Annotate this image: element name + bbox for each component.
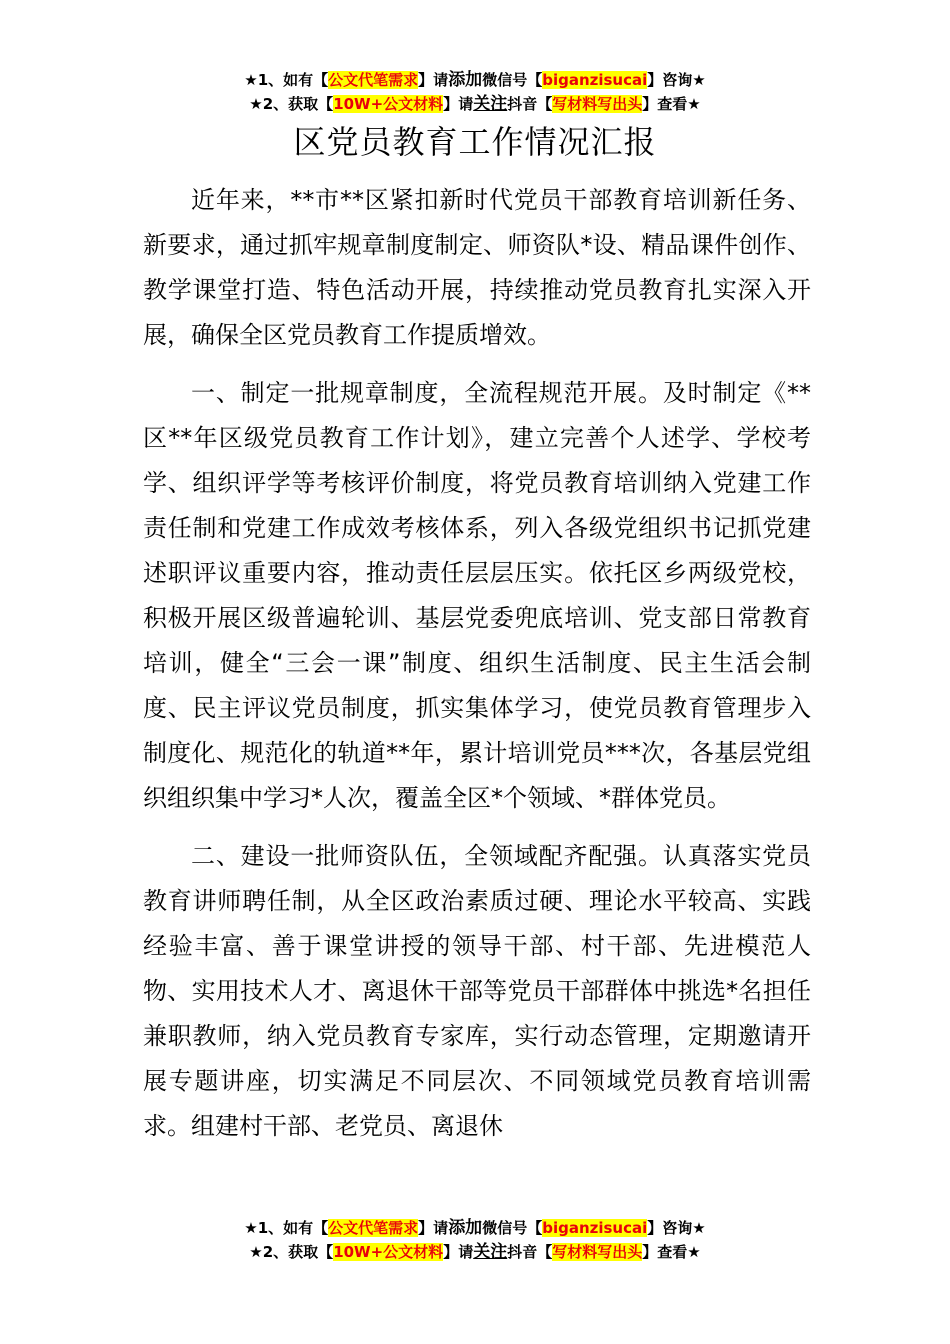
document-body — [143, 178, 811, 1162]
highlight-materials: 10W+公文材料 — [333, 1243, 444, 1261]
bottom-promo-banner — [0, 1216, 950, 1264]
highlight-wechat-id: biganzisucai — [542, 1219, 648, 1237]
paragraph-section-2: 二、建设一批师资队伍，全领域配齐配强。认真落实党员教育讲师聘任制，从全区政治素质过硬、理论水平较高、实践经验丰富、善于课堂讲授的领导干部、村干部、先进模范人物、实用技术人才、离退休干部等党员干部群体中挑选*名担任兼职教师，纳入党员教育专家库，实行动态管理，定期邀请开展专题讲座，切实满足不同层次、不同领域党员教育培训需求。组建村干部、老党员、离退休 — [143, 842, 811, 1140]
promo-line-2: ★2、获取【10W+公文材料】请关注抖音【写材料写出头】查看★ — [249, 94, 701, 114]
highlight-douyin-account: 写材料写出头 — [552, 95, 643, 113]
highlight-ghostwriting: 公文代笔需求 — [328, 1219, 419, 1237]
promo-line-1: ★1、如有【公文代笔需求】请添加微信号【biganzisucai】咨询★ — [244, 1218, 706, 1238]
highlight-ghostwriting: 公文代笔需求 — [328, 71, 419, 89]
highlight-wechat-id: biganzisucai — [542, 71, 648, 89]
highlight-materials: 10W+公文材料 — [333, 95, 444, 113]
paragraph-section-1: 一、制定一批规章制度，全流程规范开展。及时制定《**区**年区级党员教育工作计划》，建立完善个人述学、学校考学、组织评学等考核评价制度，将党员教育培训纳入党建工作责任制和党建工作成效考核体系，列入各级党组织书记抓党建述职评议重要内容，推动责任层层压实。依托区乡两级党校，积极开展区级普遍轮训、基层党委兜底培训、党支部日常教育培训，健全“三会一课”制度、组织生活制度、民主生活会制度、民主评议党员制度，抓实集体学习，使党员教育管理步入制度化、规范化的轨道**年，累计培训党员***次，各基层党组织组织集中学习*人次，覆盖全区*个领域、*群体党员。 — [143, 379, 811, 812]
promo-line-2: ★2、获取【10W+公文材料】请关注抖音【写材料写出头】查看★ — [249, 1242, 701, 1262]
promo-line-1: ★1、如有【公文代笔需求】请添加微信号【biganzisucai】咨询★ — [244, 70, 706, 90]
document-title: 区党员教育工作情况汇报 — [293, 123, 657, 161]
top-promo-banner — [0, 68, 950, 116]
highlight-douyin-account: 写材料写出头 — [552, 1243, 643, 1261]
paragraph-intro: 近年来，**市**区紧扣新时代党员干部教育培训新任务、新要求，通过抓牢规章制度制定、师资队*设、精品课件创作、教学课堂打造、特色活动开展，持续推动党员教育扎实深入开展，确保全区党员教育工作提质增效。 — [143, 186, 811, 349]
